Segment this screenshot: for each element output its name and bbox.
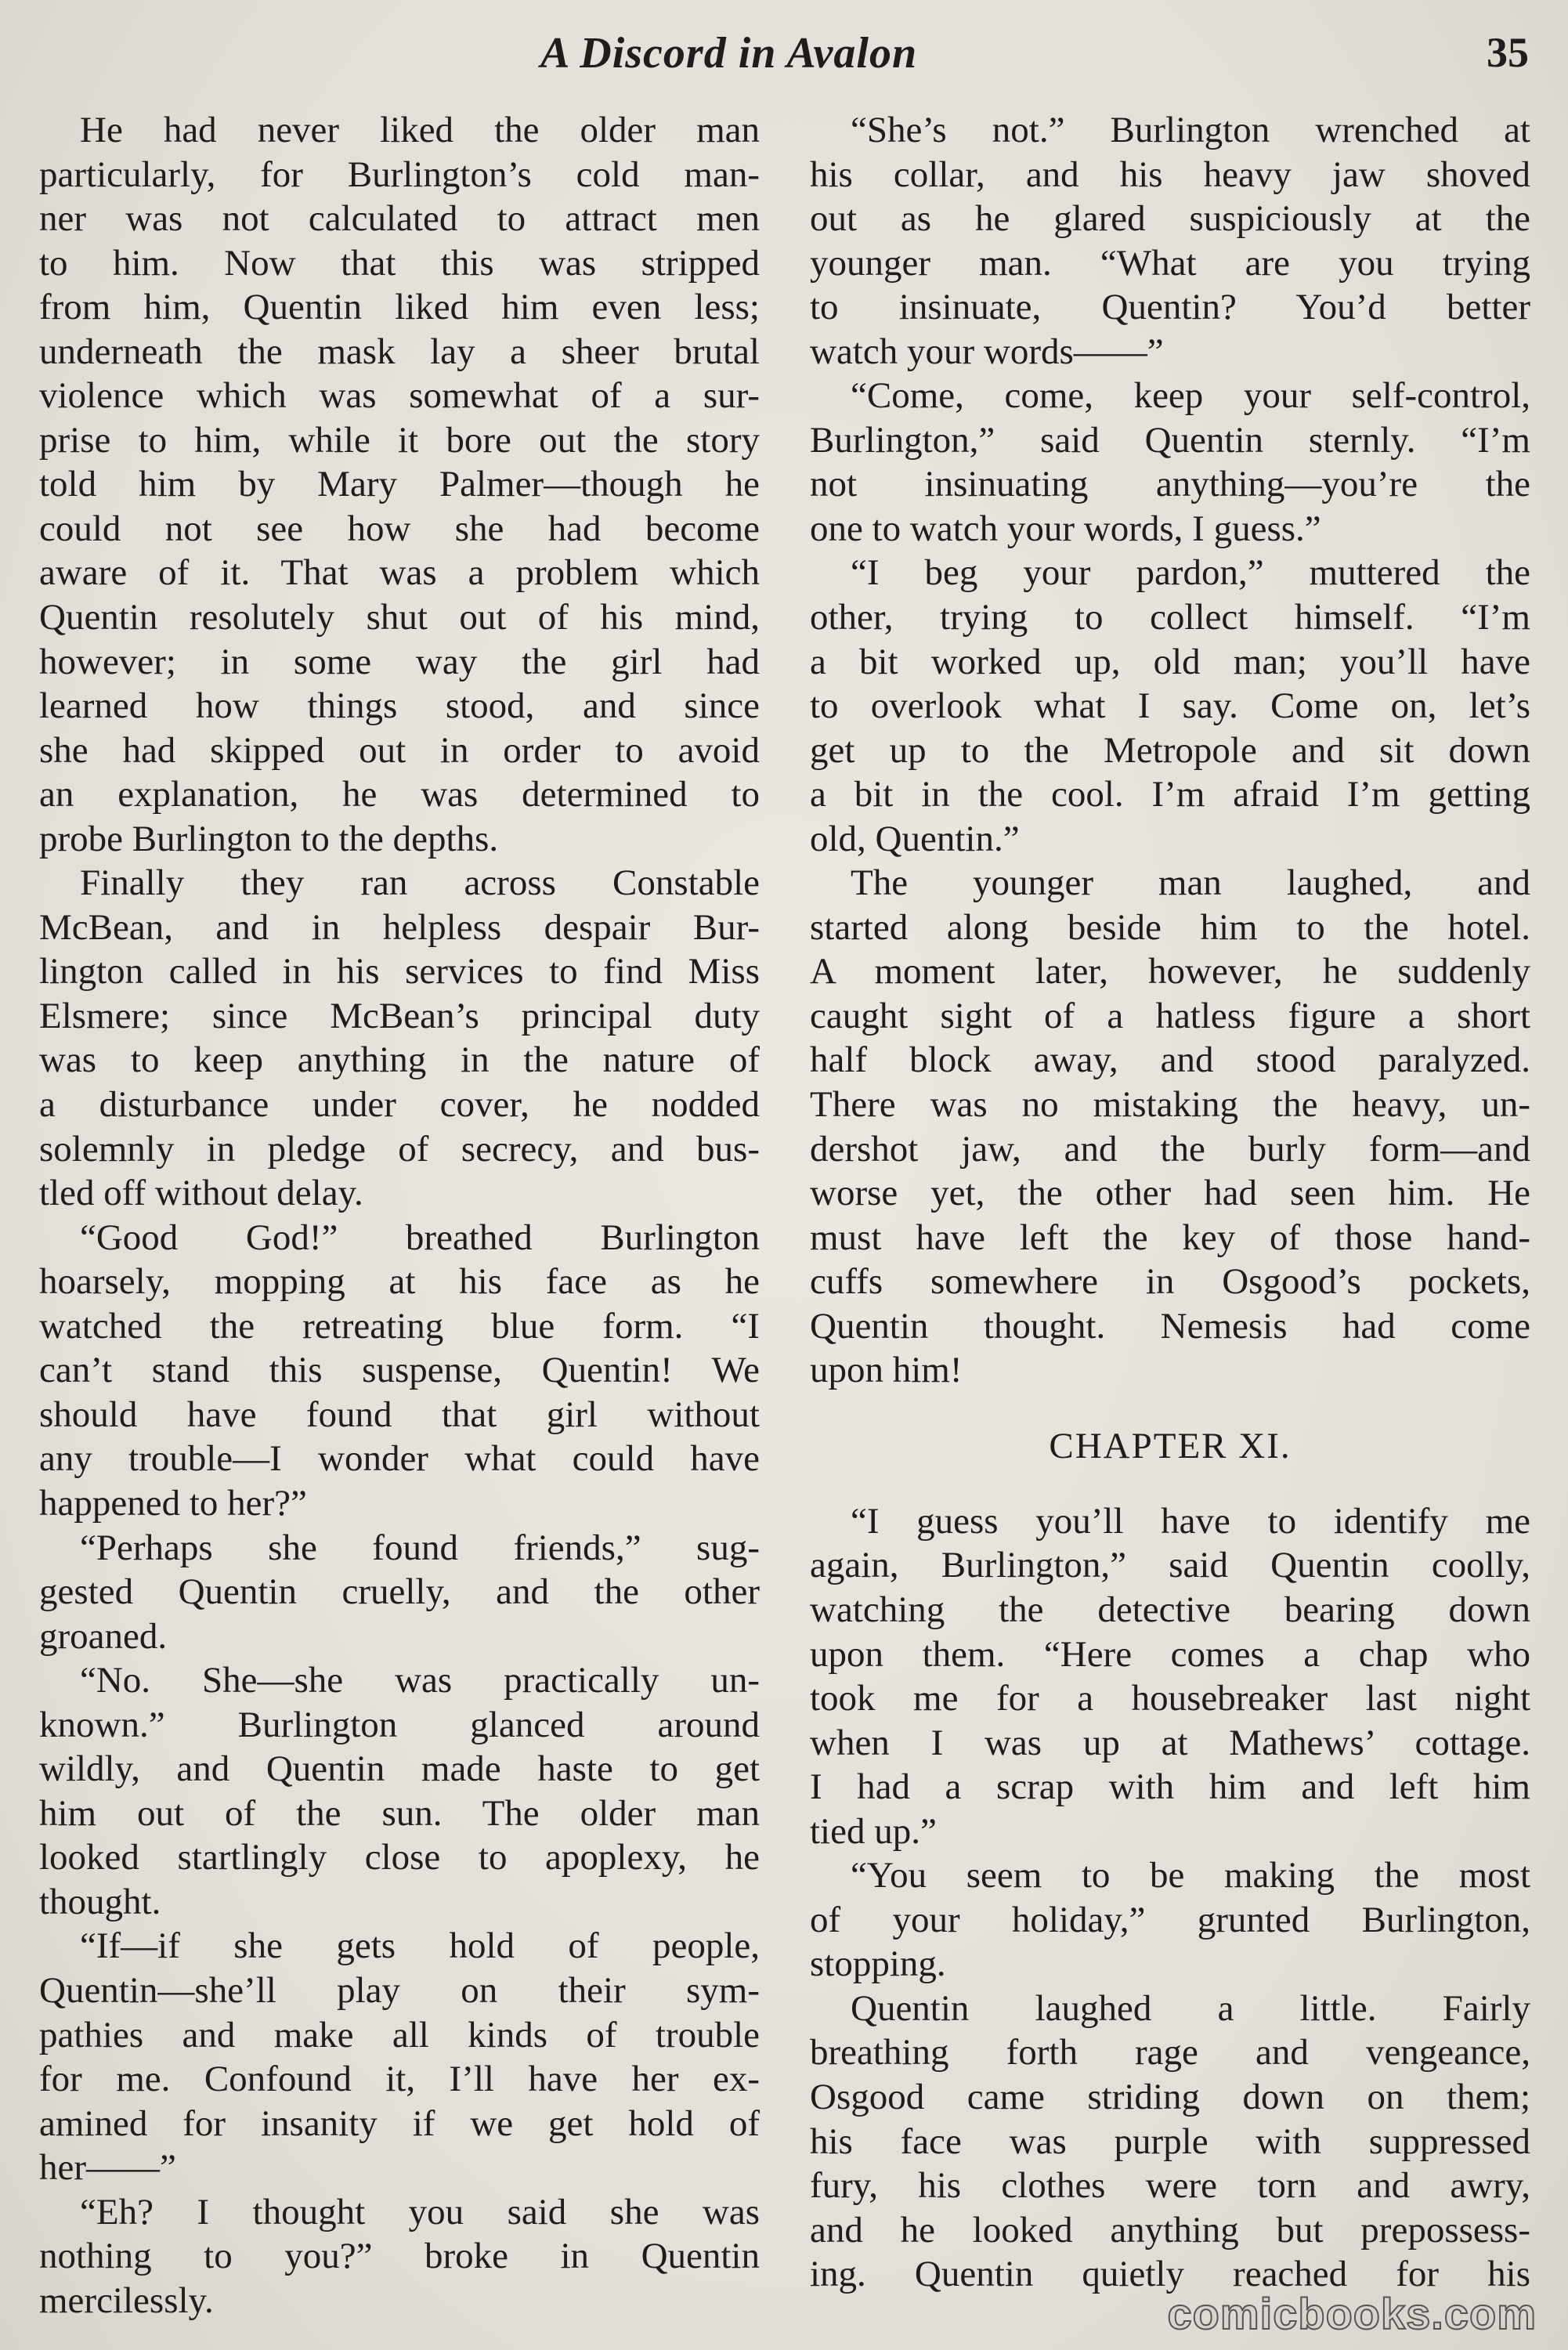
text-line: “Eh? I thought you said she was — [80, 2191, 760, 2232]
text-line: not insinuating anything—you’re the — [810, 464, 1530, 505]
text-line: probe Burlington to the depths. — [39, 818, 499, 859]
text-line: she had skipped out in order to avoid — [39, 729, 760, 771]
text-line: caught sight of a hatless figure a short — [810, 995, 1530, 1036]
text-line: “She’s not.” Burlington wrenched at — [851, 110, 1530, 150]
text-line: younger man. “What are you trying — [810, 242, 1530, 284]
text-line: breathing forth rage and vengeance, — [810, 2032, 1530, 2073]
text-line: aware of it. That was a problem which — [39, 552, 760, 594]
text-line: to insinuate, Quentin? You’d better — [810, 287, 1530, 328]
text-line: any trouble—I wonder what could have — [39, 1438, 760, 1480]
text-line: thought. — [39, 1881, 161, 1922]
text-line: could not see how she had become — [39, 508, 760, 549]
text-line: watched the retreating blue form. “I — [39, 1305, 760, 1347]
text-line: “Come, come, keep your self-control, — [851, 375, 1530, 417]
text-line: ing. Quentin quietly reached for his — [810, 2254, 1530, 2295]
text-line: however; in some way the girl had — [39, 641, 760, 682]
text-line: upon him! — [810, 1350, 963, 1391]
text-line: of your holiday,” grunted Burlington, — [810, 1899, 1530, 1940]
text-line: learned how things stood, and since — [39, 685, 760, 727]
text-line: happened to her?” — [39, 1482, 307, 1524]
text-line: known.” Burlington glanced around — [39, 1704, 760, 1745]
text-line: “I beg your pardon,” muttered the — [851, 552, 1530, 594]
text-line: again, Burlington,” said Quentin coolly, — [810, 1545, 1530, 1586]
chapter-heading: CHAPTER XI. — [1049, 1425, 1292, 1466]
text-line: upon them. “Here comes a chap who — [810, 1633, 1530, 1675]
text-line: Quentin resolutely shut out of his mind, — [39, 597, 760, 638]
text-line: can’t stand this suspense, Quentin! We — [39, 1350, 760, 1391]
text-line: should have found that girl without — [39, 1394, 760, 1435]
running-head — [0, 24, 1568, 86]
text-line: worse yet, the other had seen him. He — [810, 1173, 1530, 1214]
text-line: from him, Quentin liked him even less; — [39, 287, 760, 328]
right-column-bottom-text — [810, 1499, 1530, 2297]
text-line: and he looked anything but prepossess- — [810, 2209, 1530, 2251]
text-line: to him. Now that this was stripped — [39, 242, 760, 284]
text-line: A moment later, however, he suddenly — [810, 951, 1530, 992]
text-line: There was no mistaking the heavy, un- — [810, 1084, 1530, 1126]
text-line: other, trying to collect himself. “I’m — [810, 597, 1530, 638]
text-line: Elsmere; since McBean’s principal duty — [39, 995, 760, 1036]
text-line: a disturbance under cover, he nodded — [39, 1084, 760, 1126]
text-line: when I was up at Mathews’ cottage. — [810, 1722, 1530, 1763]
right-column-top-text — [810, 108, 1530, 1393]
text-line: “Perhaps she found friends,” sug- — [80, 1527, 760, 1568]
text-line: get up to the Metropole and sit down — [810, 729, 1530, 771]
text-line: tied up.” — [810, 1810, 937, 1852]
text-line: dershot jaw, and the burly form—and — [810, 1128, 1530, 1170]
text-line: mercilessly. — [39, 2280, 214, 2321]
text-line: violence which was somewhat of a sur- — [39, 375, 760, 417]
text-line: “No. She—she was practically un- — [80, 1660, 760, 1701]
text-line: watching the detective bearing down — [810, 1589, 1530, 1630]
text-line: underneath the mask lay a sheer brutal — [39, 331, 760, 372]
text-line: McBean, and in helpless despair Bur- — [39, 906, 760, 948]
right-text-column — [810, 108, 1530, 2297]
text-line: him out of the sun. The older man — [39, 1792, 760, 1834]
text-line: his collar, and his heavy jaw shoved — [810, 154, 1530, 195]
text-line: watch your words——” — [810, 331, 1164, 372]
text-line: “Good God!” breathed Burlington — [80, 1217, 760, 1258]
text-line: lington called in his services to find Miss — [39, 951, 760, 992]
text-line: amined for insanity if we get hold of — [39, 2102, 760, 2144]
text-line: prise to him, while it bore out the story — [39, 419, 760, 461]
text-line: her——” — [39, 2147, 176, 2189]
text-line: a bit in the cool. I’m afraid I’m getting — [810, 774, 1530, 815]
text-line: was to keep anything in the nature of — [39, 1039, 760, 1081]
text-line: half block away, and stood paralyzed. — [810, 1039, 1530, 1081]
text-line: for me. Confound it, I’ll have her ex- — [39, 2059, 760, 2100]
text-line: gested Quentin cruelly, and the other — [39, 1571, 760, 1613]
text-line: ner was not calculated to attract men — [39, 198, 760, 240]
text-line: must have left the key of those hand- — [810, 1217, 1530, 1258]
text-line: Osgood came striding down on them; — [810, 2076, 1530, 2117]
text-line: hoarsely, mopping at his face as he — [39, 1261, 760, 1303]
text-line: looked startlingly close to apoplexy, he — [39, 1837, 760, 1878]
text-line: his face was purple with suppressed — [810, 2120, 1530, 2162]
text-line: to overlook what I say. Come on, let’s — [810, 685, 1530, 727]
text-line: Quentin—she’ll play on their sym- — [39, 1969, 760, 2011]
running-title: A Discord in Avalon — [540, 29, 918, 78]
text-line: an explanation, he was determined to — [39, 774, 760, 815]
text-line: groaned. — [39, 1615, 168, 1657]
text-line: old, Quentin.” — [810, 818, 1020, 859]
text-line: “You seem to be making the most — [851, 1855, 1530, 1896]
text-line: particularly, for Burlington’s cold man- — [39, 154, 760, 195]
text-line: I had a scrap with him and left him — [810, 1766, 1530, 1808]
text-line: He had never liked the older man — [80, 110, 760, 150]
text-line: Burlington,” said Quentin sternly. “I’m — [810, 419, 1530, 461]
text-line: “If—if she gets hold of people, — [80, 1925, 760, 1967]
text-line: “I guess you’ll have to identify me — [851, 1500, 1530, 1542]
text-line: cuffs somewhere in Osgood’s pockets, — [810, 1261, 1530, 1303]
text-line: pathies and make all kinds of trouble — [39, 2014, 760, 2055]
text-line: nothing to you?” broke in Quentin — [39, 2236, 760, 2277]
text-line: Quentin laughed a little. Fairly — [851, 1987, 1530, 2029]
text-line: took me for a housebreaker last night — [810, 1678, 1530, 1719]
text-line: tled off without delay. — [39, 1173, 363, 1214]
text-line: one to watch your words, I guess.” — [810, 508, 1321, 549]
text-line: Finally they ran across Constable — [80, 862, 760, 904]
text-line: stopping. — [810, 1943, 946, 1985]
text-line: a bit worked up, old man; you’ll have — [810, 641, 1530, 682]
text-line: out as he glared suspiciously at the — [810, 198, 1530, 240]
text-line: Quentin thought. Nemesis had come — [810, 1305, 1530, 1347]
text-line: The younger man laughed, and — [851, 862, 1530, 904]
text-line: wildly, and Quentin made haste to get — [39, 1748, 760, 1790]
text-line: fury, his clothes were torn and awry, — [810, 2165, 1530, 2207]
text-line: told him by Mary Palmer—though he — [39, 464, 760, 505]
left-text-column — [39, 108, 760, 2323]
watermark-logo: comicbooks.com — [1167, 2289, 1537, 2338]
page-number: 35 — [1487, 29, 1529, 76]
text-line: solemnly in pledge of secrecy, and bus- — [39, 1128, 760, 1170]
text-line: started along beside him to the hotel. — [810, 906, 1530, 948]
